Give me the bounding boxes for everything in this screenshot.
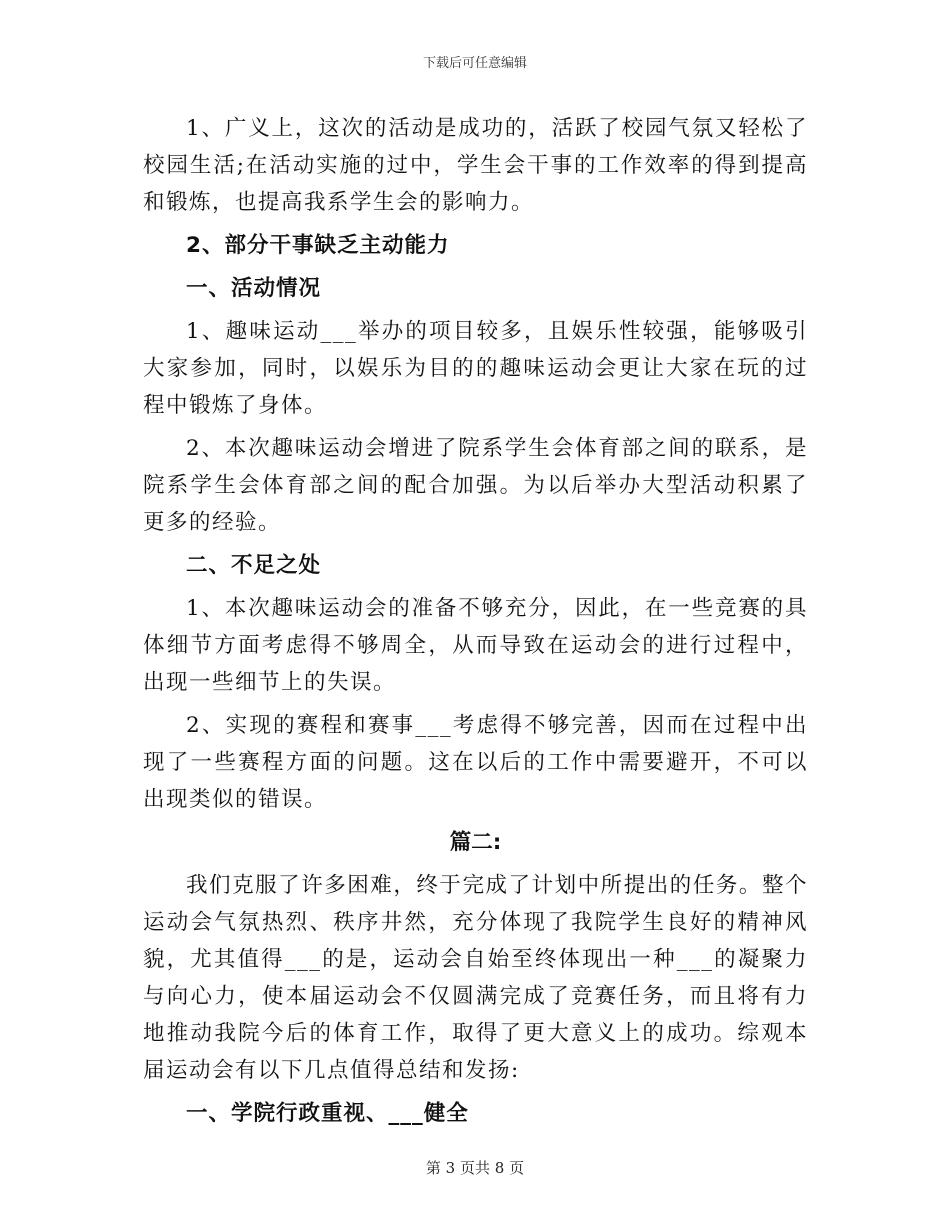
paragraph: 2、本次趣味运动会增进了院系学生会体育部之间的联系，是院系学生会体育部之间的配合加强。为以后举办大型活动积累了更多的经验。	[143, 436, 808, 535]
section-heading: 一、学院行政重视、___健全	[186, 1101, 469, 1126]
section-heading: 一、活动情况	[186, 276, 322, 301]
paragraph: 1、本次趣味运动会的准备不够充分，因此，在一些竞赛的具体细节方面考虑得不够周全，从而导致在运动会的进行过程中，出现一些细节上的失误。	[143, 596, 808, 695]
page-header: 下载后可任意编辑	[422, 56, 527, 71]
paragraph: 2、实现的赛程和赛事___考虑得不够完善，因而在过程中出现了一些赛程方面的问题。这在以后的工作中需要避开，不可以出现类似的错误。	[143, 713, 808, 812]
section-heading: 二、不足之处	[186, 553, 322, 578]
paragraph: 1、广义上，这次的活动是成功的，活跃了校园气氛又轻松了校园生活;在活动实施的过中，学生会干事的工作效率的得到提高和锻炼，也提高我系学生会的影响力。	[143, 116, 808, 215]
part-title: 篇二:	[449, 830, 502, 855]
paragraph: 1、趣味运动___举办的项目较多，且娱乐性较强，能够吸引大家参加，同时，以娱乐为目的的趣味运动会更让大家在玩的过程中锻炼了身体。	[143, 319, 808, 418]
section-heading: 2、部分干事缺乏主动能力	[186, 233, 450, 258]
paragraph: 我们克服了许多困难，终于完成了计划中所提出的任务。整个运动会气氛热烈、秩序井然，充分体现了我院学生良好的精神风貌，尤其值得___的是，运动会自始至终体现出一种___的凝聚力与向心力，使本届运动会不仅圆满完成了竞赛任务，而且将有力地推动我院今后的体育工作，取得了更大意义上的成功。综观本届运动会有以下几点值得总结和发扬:	[143, 873, 808, 1083]
document-body	[143, 110, 808, 1132]
page-footer: 第 3 页共 8 页	[425, 1159, 525, 1177]
